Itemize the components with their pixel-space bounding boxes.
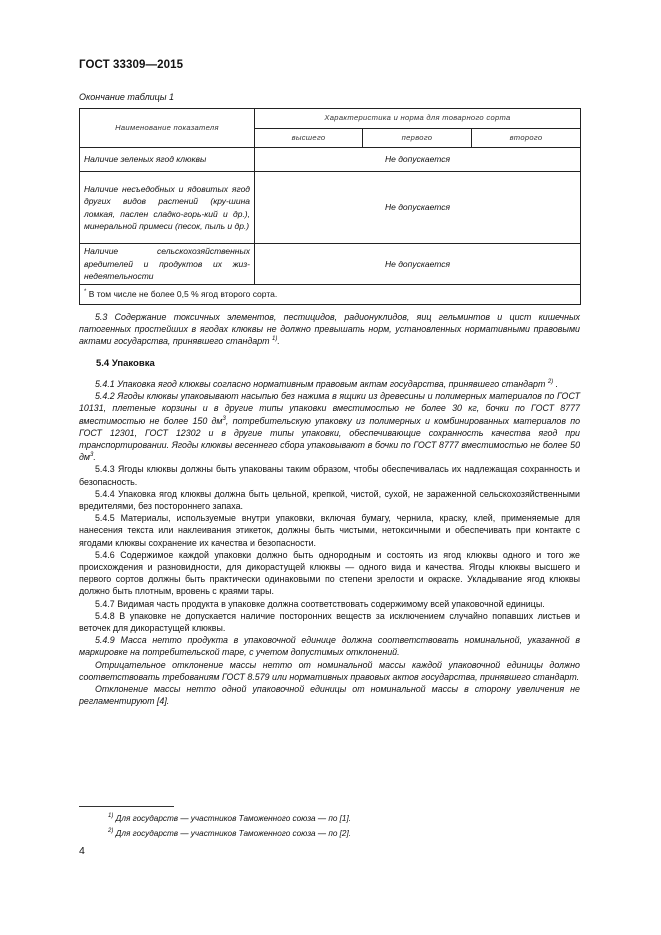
col-header-group: Характеристика и норма для товарного сорта [255, 109, 581, 129]
grade-header: первого [363, 129, 472, 148]
paragraph-5-4-9-b: Отрицательное отклонение массы нетто от номинальной массы каждой упаковочной единицы должно соответствовать требованиям ГОСТ 8.579 или нормативных правовых актов государства, принявшего стандарт. [79, 659, 580, 682]
page-number: 4 [79, 845, 85, 857]
section-title: 5.4 Упаковка [96, 358, 155, 369]
paragraph-5-3: 5.3 Содержание токсичных элементов, пестицидов, радионуклидов, яиц гельминтов и цист кишечных патогенных простейших в ягодах клюквы не должно превышать норм, установленных нормативными правовыми актами государства, принявшего стандарт $^{1)}$. [79, 312, 580, 347]
footnote-1: $^{1)}$ Для государств — участников Таможенного союза — по [1]. [108, 813, 352, 823]
footnote-2: $^{2)}$ Для государств — участников Таможенного союза — по [2]. [108, 828, 352, 838]
footnote-text: В том числе не более 0,5 % ягод второго сорта. [88, 289, 278, 300]
col-header-name: Наименование показателя [80, 109, 255, 148]
table-row [80, 172, 581, 244]
table-row [80, 244, 581, 285]
grade-header: второго [472, 129, 581, 148]
row-value: Не допускается [255, 172, 581, 244]
paragraph-5-4-1: 5.4.1 Упаковка ягод клюквы согласно нормативным правовым актам государства, принявшего стандарт $^{2)}$ . [95, 379, 559, 389]
row-name: Наличие несъедобных и ядовитых ягод других видов растений (кру-шина ломкая, паслен сладко-горь-кий и др.), минеральной примеси (песок, пыль и др.) [80, 172, 255, 244]
document-code: ГОСТ 33309—2015 [79, 59, 184, 71]
grade-header: высшего [255, 129, 363, 148]
row-name: Наличие зеленых ягод клюквы [80, 148, 255, 172]
table-footnote [80, 285, 581, 305]
row-value: Не допускается [255, 148, 581, 172]
paragraph-5-4-5: 5.4.5 Материалы, используемые внутри упаковки, включая бумагу, чернила, краску, клей, применяемые для нанесения текста или наклеивания этикеток, должны быть чистыми, нетоксичными и обеспечивать при контакте с ягодами клюквы сохранение их качества и безопасности. [79, 513, 580, 548]
requirements-table [79, 108, 581, 305]
row-value: Не допускается [255, 244, 581, 285]
paragraph-5-4-8: 5.4.8 В упаковке не допускается наличие посторонних веществ за исключением случайно попавших листьев и веточек для дикорастущей клюквы. [79, 610, 580, 634]
table-caption: Окончание таблицы 1 [79, 92, 174, 102]
row-name: Наличие сельскохозяйственных вредителей и продуктов их жиз-недеятельности [80, 244, 255, 285]
paragraph-5-4-9: 5.4.9 Масса нетто продукта в упаковочной единице должна соответствовать номинальной, указанной в маркировке на потребительской таре, с учетом допустимых отклонений. [79, 635, 580, 658]
table-footnote-row [80, 285, 581, 305]
paragraph-5-4-3: 5.4.3 Ягоды клюквы должны быть упакованы таким образом, чтобы обеспечивалась их надлежащая сохранность и безопасность. [79, 464, 580, 487]
paragraph-5-4-9-c: Отклонение массы нетто одной упаковочной единицы от номинальной массы в сторону увеличения не регламентируют [4]. [79, 684, 580, 707]
paragraph-5-4-2: 5.4.2 Ягоды клюквы упаковывают насыпью без нажима в ящики из древесины и полимерных материалов по ГОСТ 10131, плетеные корзины и в другие типы упаковки вместимостью не более 30 кг, бочки по ГОСТ 8777 вместимостью не более 150 $дм^3$, потребительскую упаковку из полимерных и комбинированных материалов по ГОСТ 12301, ГОСТ 12302 и в другие типы упаковки, обеспечивающие сохранность качества ягод при транспортировании. Ягоды клюквы весеннего сбора упаковывают в бочки по ГОСТ 8777 вместимостью не более 50 $дм^3$. [79, 391, 581, 463]
paragraph-5-4-7: 5.4.7 Видимая часть продукта в упаковке должна соответствовать содержимому всей упаковочной единицы. [95, 598, 545, 609]
footnote-divider [79, 806, 174, 807]
paragraph-5-4-6: 5.4.6 Содержимое каждой упаковки должно быть однородным и состоять из ягод клюквы одного и того же происхождения и разновидности, для дикорастущей клюквы — одного вида и качества. Ягоды клюквы высшего и первого сортов должны быть практически одинаковыми по степени зрелости и окраске. Укладывание ягод клюквы должно быть плотным, вровень с краями тары. [79, 549, 580, 597]
table-row [80, 148, 581, 172]
paragraph-5-4-4: 5.4.4 Упаковка ягод клюквы должна быть цельной, крепкой, чистой, сухой, не зараженной сельскохозяйственными вредителями, без постороннего запаха. [79, 488, 580, 512]
section-5-4-body [79, 378, 580, 707]
footnote-mark: * [84, 289, 87, 296]
